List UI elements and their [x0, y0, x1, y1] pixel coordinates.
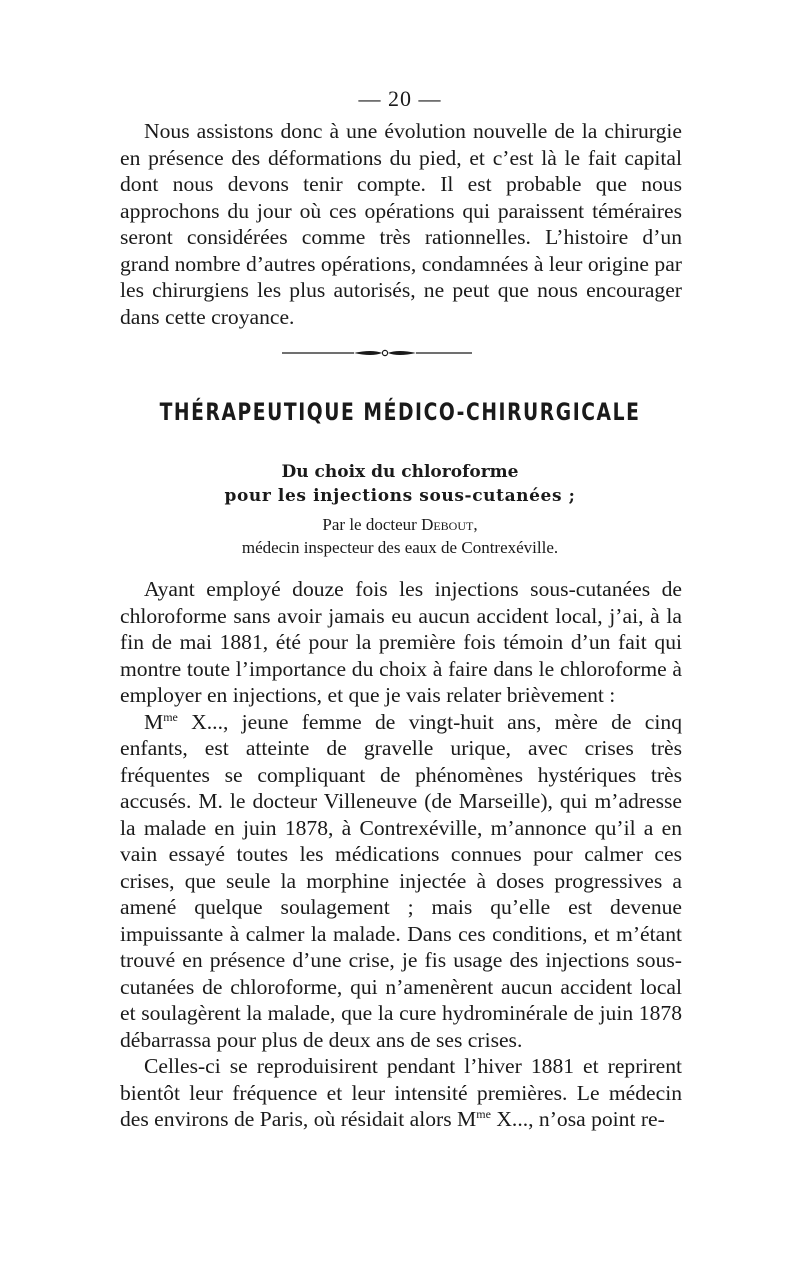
page-number: — 20 — — [358, 86, 442, 111]
article-byline — [0, 515, 800, 535]
body-paragraph-2 — [120, 709, 682, 1054]
body-paragraph-3 — [120, 1053, 682, 1133]
body-paragraph-1: Ayant employé douze fois les injections sous-cutanées de chloroforme sans avoir jamais eu aucun accident local, j’ai, à la fin de mai 1881, été pour la première fois témoin d’un fait qui montre toute l’importance du choix à faire dans le chloroforme à employer en injections, et que je vais relater brièvement : — [120, 577, 682, 707]
p2-prefix: M — [144, 709, 164, 734]
p3-m: M — [457, 1107, 477, 1131]
section-divider-ornament — [282, 347, 472, 359]
p2-superscript: me — [163, 709, 178, 724]
p3-text: Celles-ci se reproduisirent pendant l’hiver 1881 et reprirent bientôt leur fréquence et leur intensité premières. Le médecin des environs de Paris, où résidait alors — [120, 1054, 682, 1131]
byline-prefix: Par le docteur — [322, 515, 422, 534]
article-title-line-2: pour les injections sous-cutanées ; — [224, 486, 576, 506]
article-body — [120, 576, 682, 1133]
p2-text: X..., jeune femme de vingt-huit ans, mère de cinq enfants, est atteinte de gravelle urique, avec crises très fréquentes se compliquant de phénomènes hystériques très accusés. M. le docteur Villeneuve (de Marseille), qui m’adresse la malade en juin 1878, à Contrexéville, m’annonce qu’il a en vain essayé toutes les médications connues pour calmer ces crises, que seule la morphine injectée à doses progressives a amené quelque soulagement ; mais qu’elle est devenue impuissante à calmer la malade. Dans ces conditions, et m’étant trouvé en présence d’une crise, je fis usage des injections sous-cutanées de chloroforme, qui n’amenèrent aucun accident local et soulagèrent la malade, que la cure hydrominérale de juin 1878 débarrassa pour plus de deux ans de ses crises. — [120, 709, 682, 1052]
author-role: médecin inspecteur des eaux de Contrexéville. — [241, 538, 559, 557]
p3-end: X..., n’osa point re- — [490, 1107, 665, 1131]
article-title-line-1: Du choix du chloroforme — [281, 462, 519, 482]
intro-paragraph: Nous assistons donc à une évolution nouvelle de la chirurgie en présence des déformations du pied, et c’est là le fait capital dont nous devons tenir compte. Il est probable que nous approchons du jour où ces opérations qui paraissent téméraires seront considérées comme très rationnelles. L’histoire d’un grand nombre d’autres opérations, condamnées à leur origine par les chirurgiens les plus autorisés, ne peut que nous encourager dans cette croyance. — [120, 119, 682, 329]
author-name: Debout, — [421, 515, 478, 534]
section-title: THÉRAPEUTIQUE MÉDICO-CHIRURGICALE — [159, 398, 641, 426]
p3-superscript: me — [476, 1107, 491, 1121]
intro-paragraph-block — [120, 118, 682, 330]
